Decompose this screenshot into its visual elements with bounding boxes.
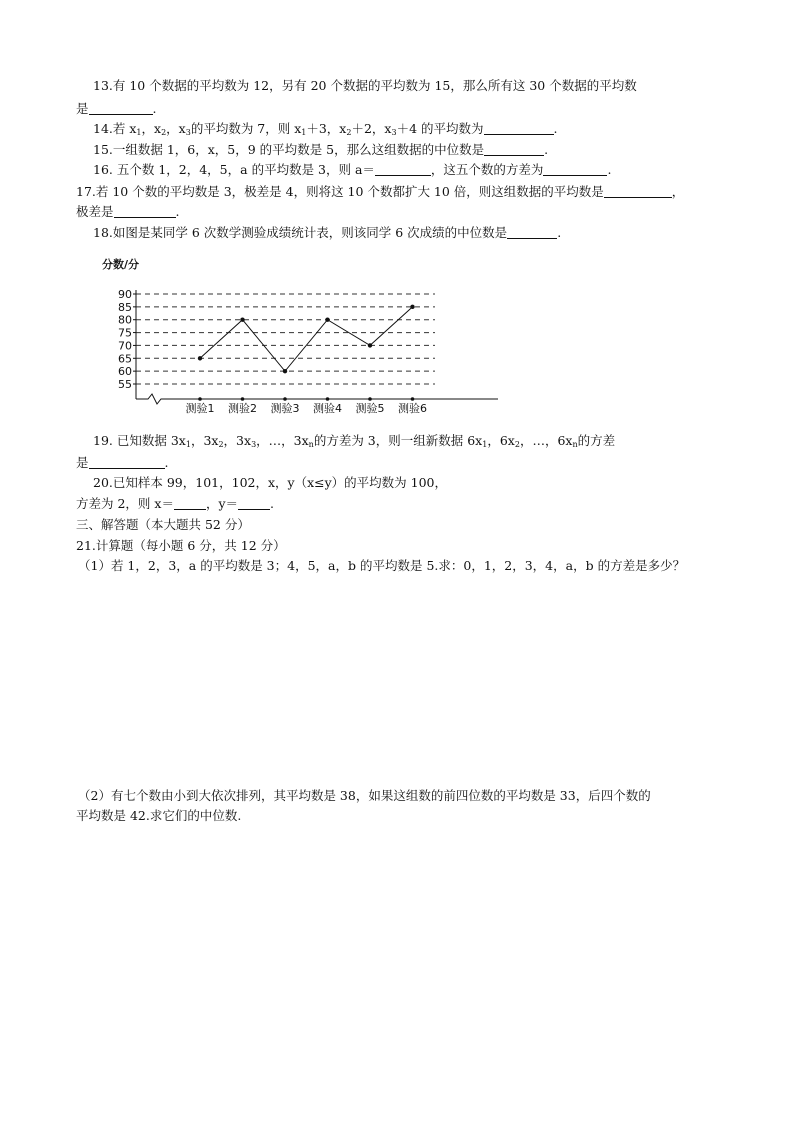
question-20-line1: 20.已知样本 99，101，102，x，y（x≤y）的平均数为 100，: [93, 475, 448, 490]
answer-blank[interactable]: [89, 456, 165, 469]
y-tick-label: 60: [118, 365, 132, 379]
question-16: 16. 五个数 1，2，4，5，a 的平均数是 3，则 a＝ ，这五个数的方差为 .: [93, 162, 612, 177]
x-tick-mark: [411, 397, 415, 401]
question-21-part1: （1）若 1，2，3，a 的平均数是 3；4，5，a，b 的平均数是 5.求：0，1，2，3，4，a，b 的方差是多少？: [78, 558, 686, 573]
question-21-title: 21.计算题（每小题 6 分，共 12 分）: [76, 538, 286, 553]
x-tick-label: 测验6: [398, 402, 427, 415]
y-tick-label: 80: [118, 313, 132, 327]
question-13-line2: 是 .: [76, 101, 157, 116]
y-axis-label: 分数/分: [102, 258, 140, 271]
question-14: 14.若 $x_1$，$x_2$，$x_3$的平均数为 7，则 $x_1+3$，$x_2+2$，$x_3+4$ 的平均数为 .: [93, 121, 558, 137]
x-tick-mark: [326, 397, 330, 401]
data-point: [325, 318, 329, 322]
answer-blank[interactable]: [114, 205, 176, 218]
y-tick-label: 65: [118, 352, 132, 366]
question-15: 15.一组数据 1，6，x，5，9 的平均数是 5，那么这组数据的中位数是 .: [93, 142, 549, 157]
answer-blank[interactable]: [484, 122, 554, 135]
answer-blank[interactable]: [89, 102, 153, 115]
x-tick-mark: [198, 397, 202, 401]
data-point: [368, 343, 372, 347]
question-17-line2: 极差是 .: [76, 204, 180, 219]
x-tick-label: 测验2: [228, 402, 257, 415]
answer-blank[interactable]: [604, 185, 672, 198]
x-tick-mark: [241, 397, 245, 401]
answer-blank-x[interactable]: [174, 497, 206, 510]
question-19-line2: 是 .: [76, 455, 169, 470]
answer-blank[interactable]: [543, 163, 607, 176]
question-17-line1: 17.若 10 个数的平均数是 3，极差是 4，则将这 10 个数都扩大 10 倍，则这组数据的平均数是 ，: [76, 184, 685, 199]
answer-blank-y[interactable]: [238, 497, 270, 510]
question-18: 18.如图是某同学 6 次数学测验成绩统计表，则该同学 6 次成绩的中位数是 .: [93, 225, 562, 240]
answer-blank[interactable]: [375, 163, 431, 176]
y-tick-label: 75: [118, 326, 132, 340]
y-tick-label: 85: [118, 300, 132, 314]
answer-blank[interactable]: [484, 143, 544, 156]
answer-blank[interactable]: [507, 226, 557, 239]
y-tick-label: 90: [118, 288, 132, 301]
score-line-chart: [100, 254, 510, 424]
x-tick-mark: [368, 397, 372, 401]
x-tick-label: 测验5: [355, 402, 385, 415]
question-20-line2: 方差为 2，则 x＝ ，y＝ .: [76, 496, 274, 511]
x-tick-label: 测验3: [270, 402, 300, 415]
question-21-part2-line1: （2）有七个数由小到大依次排列，其平均数是 38，如果这组数的前四位数的平均数是 33，后四个数的: [78, 788, 651, 803]
data-point: [410, 305, 414, 309]
x-tick-mark: [283, 397, 287, 401]
question-19-line1: 19. 已知数据 $3x_1$，$3x_2$，$3x_3$，…，$3x_n$的方差为 3，则一组新数据 $6x_1$，$6x_2$，…，$6x_n$的方差: [93, 433, 616, 449]
x-tick-label: 测验1: [185, 402, 215, 415]
question-13-line1: 13.有 10 个数据的平均数为 12，另有 20 个数据的平均数为 15，那么所有这 30 个数据的平均数: [93, 78, 637, 93]
x-tick-label: 测验4: [313, 402, 342, 415]
data-point: [198, 356, 202, 360]
section-3-heading: 三、解答题（本大题共 52 分）: [76, 517, 250, 532]
y-tick-label: 55: [118, 378, 132, 391]
series-line: [200, 307, 413, 371]
data-point: [240, 318, 244, 322]
question-21-part2-line2: 平均数是 42.求它们的中位数.: [76, 808, 242, 823]
data-point: [283, 369, 287, 373]
y-tick-label: 70: [118, 339, 132, 353]
